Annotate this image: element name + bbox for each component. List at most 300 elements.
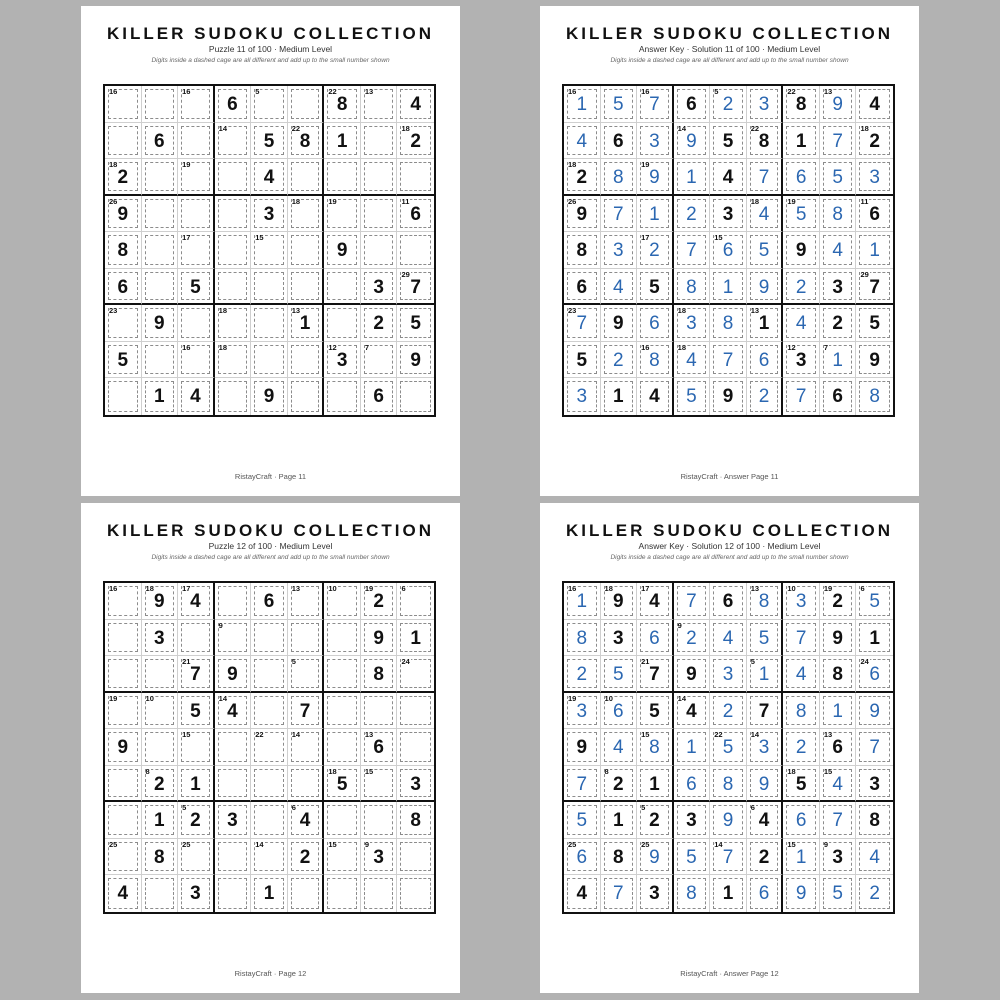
cage-sum: 18	[218, 342, 227, 352]
grid-cell	[251, 766, 288, 803]
grid-cell	[601, 232, 638, 269]
solution-digit: 2	[758, 386, 770, 408]
given-digit: 3	[373, 846, 384, 868]
cage-outline	[254, 623, 284, 653]
given-digit: 9	[613, 313, 624, 335]
grid-cell	[637, 583, 674, 620]
grid-cell	[710, 196, 747, 233]
cage-outline	[327, 696, 357, 726]
given-digit: 2	[373, 591, 384, 612]
grid-cell	[178, 159, 215, 196]
solution-digit: 6	[686, 773, 697, 795]
grid-cell	[142, 766, 179, 803]
cage-outline	[327, 659, 357, 688]
grid-cell	[324, 196, 361, 233]
grid-cell	[601, 123, 638, 160]
given-digit: 1	[154, 386, 165, 408]
grid-cell	[674, 656, 711, 693]
grid-cell	[397, 378, 434, 415]
grid-cell	[601, 693, 638, 730]
cage-sum: 26	[109, 196, 118, 206]
page-footer: RistayCraft · Page 12	[234, 969, 307, 978]
cage-outline	[364, 696, 394, 726]
given-digit: 3	[410, 773, 421, 795]
grid-cell	[178, 305, 215, 342]
grid-cell	[747, 729, 784, 766]
grid-cell	[564, 269, 601, 306]
grid-cell	[637, 86, 674, 123]
grid-cell	[142, 620, 179, 657]
given-digit: 3	[336, 349, 348, 371]
solution-digit: 4	[832, 773, 843, 795]
grid-cell	[105, 802, 142, 839]
grid-cell	[747, 123, 784, 160]
grid-cell	[710, 305, 747, 342]
grid-cell	[564, 342, 601, 379]
grid-cell	[215, 693, 252, 730]
cage-outline	[291, 345, 320, 375]
given-digit: 2	[613, 773, 624, 795]
grid-cell	[324, 342, 361, 379]
solution-digit: 4	[795, 313, 807, 335]
cage-sum: 26	[568, 196, 577, 206]
grid-cell	[142, 378, 179, 415]
grid-cell	[142, 342, 179, 379]
solution-digit: 2	[576, 664, 588, 686]
grid-cell	[105, 766, 142, 803]
grid-cell	[783, 123, 820, 160]
grid-cell	[856, 839, 893, 876]
cage-outline	[291, 878, 320, 909]
grid-cell	[747, 196, 784, 233]
grid-cell	[674, 620, 711, 657]
grid-cell	[710, 620, 747, 657]
given-digit: 9	[154, 313, 165, 335]
cage-sum: 6	[860, 584, 865, 593]
solution-digit: 4	[832, 240, 843, 262]
cage-sum: 18	[328, 766, 337, 776]
grid-cell	[564, 583, 601, 620]
given-digit: 9	[373, 627, 384, 649]
solution-digit: 6	[758, 349, 770, 371]
given-digit: 5	[869, 313, 880, 335]
grid-cell	[856, 583, 893, 620]
grid-cell	[105, 693, 142, 730]
grid-cell	[856, 269, 893, 306]
grid-cell	[820, 269, 857, 306]
solution-digit: 5	[758, 627, 770, 649]
cage-sum: 23	[568, 306, 577, 316]
grid-cell	[361, 232, 398, 269]
cage-sum: 14	[291, 730, 301, 740]
given-digit: 9	[117, 203, 129, 225]
grid-cell	[564, 378, 601, 415]
cage-sum: 13	[823, 87, 833, 96]
grid-cell	[105, 729, 142, 766]
cage-sum: 15	[641, 730, 650, 740]
grid-cell	[783, 269, 820, 306]
grid-cell	[820, 766, 857, 803]
grid-cell	[142, 802, 179, 839]
grid-cell	[820, 232, 857, 269]
given-digit: 1	[613, 810, 624, 832]
solution-digit: 7	[832, 130, 843, 152]
given-digit: 5	[410, 313, 421, 335]
cage-outline	[400, 381, 431, 412]
cage-sum: 15	[714, 233, 723, 243]
grid-cell	[324, 378, 361, 415]
cage-sum: 22	[291, 123, 301, 133]
grid-cell	[856, 86, 893, 123]
grid-cell	[564, 875, 601, 912]
solution-digit: 1	[869, 240, 880, 262]
grid-cell	[215, 378, 252, 415]
grid-cell	[397, 196, 434, 233]
grid-cell	[324, 656, 361, 693]
given-digit: 9	[117, 737, 129, 759]
grid-cell	[105, 839, 142, 876]
cage-sum: 18	[860, 123, 869, 133]
given-digit: 1	[336, 130, 348, 152]
grid-cell	[820, 620, 857, 657]
solution-digit: 2	[795, 737, 807, 759]
grid-cell	[142, 269, 179, 306]
given-digit: 4	[686, 700, 697, 722]
grid-cell	[324, 802, 361, 839]
grid-cell	[142, 693, 179, 730]
grid-cell	[288, 159, 325, 196]
cage-sum: 6	[401, 584, 406, 593]
solution-digit: 7	[832, 810, 843, 832]
grid-cell	[856, 378, 893, 415]
grid-cell	[178, 875, 215, 912]
grid-cell	[783, 875, 820, 912]
grid-cell	[105, 159, 142, 196]
given-digit: 1	[758, 313, 770, 335]
solution-digit: 3	[649, 130, 660, 152]
grid-cell	[288, 766, 325, 803]
given-digit: 5	[795, 773, 807, 795]
cage-outline	[181, 126, 210, 156]
cage-outline	[218, 842, 248, 872]
cage-sum: 14	[677, 693, 686, 703]
grid-cell	[251, 86, 288, 123]
cage-sum: 16	[182, 342, 191, 352]
given-digit: 4	[263, 167, 275, 189]
grid-cell	[215, 802, 252, 839]
given-digit: 1	[722, 883, 734, 905]
grid-cell	[288, 839, 325, 876]
cage-sum: 5	[750, 657, 755, 667]
solution-digit: 7	[686, 591, 697, 612]
grid-cell	[637, 378, 674, 415]
solution-digit: 8	[869, 386, 880, 408]
grid-cell	[142, 875, 179, 912]
cage-sum: 5	[714, 87, 719, 96]
grid-cell	[215, 583, 252, 620]
grid-cell	[710, 802, 747, 839]
grid-cell	[251, 269, 288, 306]
grid-cell	[361, 196, 398, 233]
given-digit: 4	[649, 386, 660, 408]
cage-outline	[364, 805, 394, 835]
given-digit: 9	[722, 386, 734, 408]
grid-cell	[251, 123, 288, 160]
cage-sum: 10	[328, 584, 337, 593]
cage-outline	[327, 308, 357, 338]
given-digit: 1	[649, 773, 660, 795]
cage-sum: 9	[218, 620, 223, 630]
given-digit: 8	[869, 810, 880, 832]
grid-cell	[747, 378, 784, 415]
grid-cell	[820, 729, 857, 766]
grid-cell	[637, 232, 674, 269]
grid-cell	[324, 269, 361, 306]
cage-outline	[218, 381, 248, 412]
solution-digit: 4	[686, 349, 697, 371]
grid-cell	[747, 583, 784, 620]
grid-cell	[564, 693, 601, 730]
cage-outline	[108, 769, 138, 798]
grid-cell	[674, 196, 711, 233]
cage-sum: 5	[182, 803, 187, 813]
given-digit: 3	[649, 883, 660, 905]
solution-digit: 6	[758, 883, 770, 905]
grid-cell	[674, 123, 711, 160]
grid-cell	[820, 583, 857, 620]
solution-digit: 7	[686, 240, 697, 262]
grid-cell	[820, 693, 857, 730]
grid-cell	[251, 159, 288, 196]
grid-cell	[288, 620, 325, 657]
grid-cell	[783, 583, 820, 620]
grid-cell	[397, 729, 434, 766]
cage-outline	[364, 878, 394, 909]
grid-cell	[142, 729, 179, 766]
grid-cell	[820, 342, 857, 379]
grid-cell	[710, 693, 747, 730]
grid-cell	[142, 123, 179, 160]
solution-digit: 1	[649, 203, 660, 225]
given-digit: 9	[576, 737, 588, 759]
grid-cell	[601, 305, 638, 342]
grid-cell	[397, 620, 434, 657]
grid-cell	[215, 656, 252, 693]
cage-sum: 13	[823, 730, 833, 740]
given-digit: 8	[117, 240, 129, 262]
sudoku-grid	[103, 84, 436, 417]
cage-sum: 21	[641, 657, 650, 667]
grid-cell	[637, 802, 674, 839]
grid-cell	[361, 839, 398, 876]
solution-digit: 7	[722, 349, 734, 371]
grid-cell	[178, 196, 215, 233]
grid-cell	[637, 196, 674, 233]
grid-cell	[783, 729, 820, 766]
grid-cell	[820, 123, 857, 160]
grid-cell	[288, 269, 325, 306]
grid-cell	[215, 342, 252, 379]
grid-cell	[674, 693, 711, 730]
grid-cell	[637, 342, 674, 379]
sudoku-grid	[562, 581, 895, 914]
grid-cell	[637, 693, 674, 730]
cage-sum: 13	[364, 87, 374, 96]
solution-digit: 5	[613, 94, 624, 115]
cage-outline	[218, 162, 248, 191]
cage-sum: 19	[568, 693, 577, 703]
grid-cell	[637, 729, 674, 766]
given-digit: 2	[299, 846, 311, 868]
grid-cell	[710, 656, 747, 693]
grid-cell	[288, 583, 325, 620]
grid-cell	[601, 839, 638, 876]
given-digit: 5	[336, 773, 348, 795]
solution-digit: 5	[613, 664, 624, 686]
page-instructions: Digits inside a dashed cage are all different and add up to the small number shown	[151, 554, 390, 561]
grid-cell	[251, 342, 288, 379]
grid-cell	[747, 232, 784, 269]
cage-sum: 22	[255, 730, 264, 740]
grid-cell	[674, 232, 711, 269]
grid-cell	[397, 86, 434, 123]
solution-digit: 6	[869, 664, 880, 686]
grid-cell	[288, 729, 325, 766]
grid-cell	[601, 196, 638, 233]
cage-outline	[108, 623, 138, 653]
sudoku-grid	[103, 581, 436, 914]
grid-cell	[397, 656, 434, 693]
given-digit: 4	[576, 883, 588, 905]
solution-digit: 1	[722, 276, 734, 298]
cage-outline	[145, 345, 175, 375]
grid-cell	[288, 232, 325, 269]
page-subtitle: Puzzle 12 of 100 · Medium Level	[208, 541, 333, 551]
given-digit: 6	[154, 130, 165, 152]
cage-sum: 17	[641, 584, 650, 593]
grid-cell	[820, 802, 857, 839]
grid-cell	[397, 766, 434, 803]
given-digit: 7	[758, 700, 770, 722]
given-digit: 6	[722, 591, 734, 612]
solution-digit: 7	[758, 167, 770, 189]
cage-sum: 5	[255, 87, 260, 96]
grid-cell	[397, 159, 434, 196]
cage-sum: 13	[291, 306, 301, 316]
solution-digit: 7	[576, 773, 588, 795]
given-digit: 6	[832, 386, 843, 408]
grid-cell	[783, 378, 820, 415]
grid-cell	[288, 305, 325, 342]
given-digit: 1	[190, 773, 201, 795]
grid-cell	[215, 159, 252, 196]
grid-cell	[747, 693, 784, 730]
grid-cell	[397, 693, 434, 730]
cage-outline	[327, 878, 357, 909]
solution-digit: 5	[832, 167, 843, 189]
given-digit: 5	[722, 130, 734, 152]
page-title: KILLER SUDOKU COLLECTION	[107, 521, 434, 540]
grid-cell	[251, 693, 288, 730]
solution-digit: 5	[722, 737, 734, 759]
grid-cell	[142, 86, 179, 123]
given-digit: 2	[373, 313, 384, 335]
cage-outline	[145, 732, 175, 762]
grid-cell	[820, 196, 857, 233]
cage-outline	[108, 805, 138, 835]
grid-cell	[324, 729, 361, 766]
solution-digit: 4	[758, 203, 770, 225]
grid-cell	[361, 656, 398, 693]
cage-sum: 19	[823, 584, 833, 593]
grid-cell	[361, 693, 398, 730]
solution-digit: 9	[686, 130, 697, 152]
grid-cell	[710, 232, 747, 269]
grid-cell	[710, 839, 747, 876]
grid-cell	[178, 729, 215, 766]
given-digit: 6	[576, 276, 588, 298]
grid-cell	[674, 305, 711, 342]
solution-digit: 8	[758, 591, 770, 612]
given-digit: 6	[373, 386, 384, 408]
given-digit: 3	[154, 627, 165, 649]
grid-cell	[564, 232, 601, 269]
solution-digit: 4	[613, 737, 624, 759]
grid-cell	[251, 802, 288, 839]
cage-sum: 15	[823, 766, 833, 776]
grid-cell	[856, 766, 893, 803]
cage-outline	[327, 623, 357, 653]
grid-cell	[142, 305, 179, 342]
cage-outline	[400, 878, 431, 909]
grid-cell	[564, 802, 601, 839]
solution-digit: 2	[795, 276, 807, 298]
cage-sum: 22	[328, 87, 337, 96]
solution-digit: 3	[758, 737, 770, 759]
page-instructions: Digits inside a dashed cage are all different and add up to the small number shown	[151, 57, 390, 64]
grid-cell	[288, 378, 325, 415]
given-digit: 7	[869, 276, 880, 298]
grid-cell	[601, 766, 638, 803]
grid-cell	[564, 656, 601, 693]
given-digit: 8	[795, 94, 807, 115]
solution-digit: 8	[649, 349, 660, 371]
given-digit: 5	[649, 700, 660, 722]
solution-digit: 7	[795, 627, 807, 649]
cage-sum: 25	[568, 839, 577, 849]
grid-cell	[178, 620, 215, 657]
cage-sum: 13	[750, 306, 760, 316]
grid-cell	[105, 305, 142, 342]
cage-outline	[145, 659, 175, 688]
grid-cell	[105, 378, 142, 415]
page-instructions: Digits inside a dashed cage are all different and add up to the small number shown	[610, 57, 849, 64]
solution-digit: 9	[758, 276, 770, 298]
grid-cell	[178, 269, 215, 306]
solution-digit: 6	[795, 810, 807, 832]
grid-cell	[783, 232, 820, 269]
cage-outline	[218, 586, 248, 616]
cage-sum: 9	[677, 620, 682, 630]
cage-outline	[254, 308, 284, 338]
given-digit: 4	[758, 810, 770, 832]
grid-cell	[674, 766, 711, 803]
grid-cell	[710, 729, 747, 766]
solution-digit: 8	[649, 737, 660, 759]
grid-cell	[637, 305, 674, 342]
given-digit: 1	[299, 313, 311, 335]
cage-sum: 29	[860, 269, 869, 279]
